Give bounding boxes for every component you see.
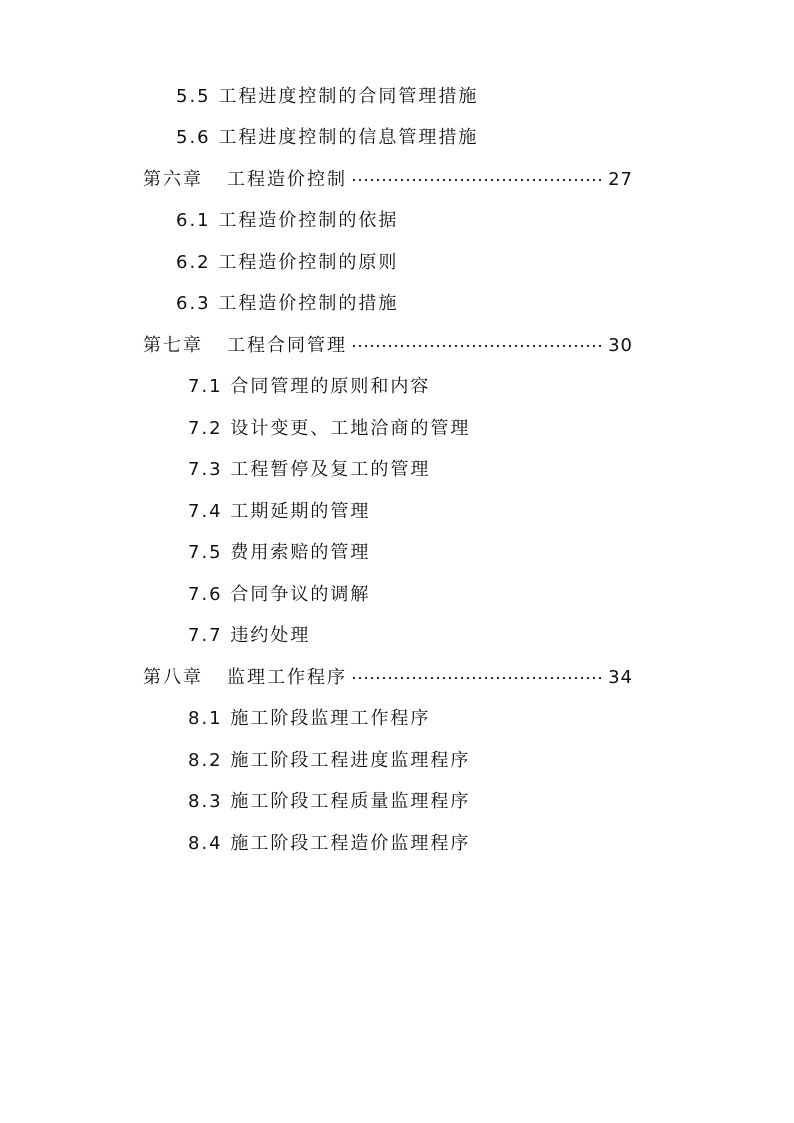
chapter-number: 第六章 (143, 169, 203, 190)
toc-chapter-7[interactable] (143, 331, 633, 361)
toc-section-8-4[interactable]: 8.4 施工阶段工程造价监理程序 (188, 833, 471, 854)
chapter-title: 工程合同管理 (227, 335, 347, 356)
toc-section-7-4[interactable]: 7.4 工期延期的管理 (188, 501, 371, 522)
page-number: 34 (608, 667, 633, 688)
page-number: 30 (608, 335, 633, 356)
toc-chapter-6[interactable] (143, 165, 633, 195)
chapter-number: 第七章 (143, 335, 203, 356)
chapter-title: 监理工作程序 (227, 667, 347, 688)
toc-chapter-8[interactable] (143, 663, 633, 693)
dot-leader (351, 663, 604, 693)
toc-section-7-1[interactable]: 7.1 合同管理的原则和内容 (188, 376, 431, 397)
toc-section-7-7[interactable]: 7.7 违约处理 (188, 625, 311, 646)
page-number: 27 (608, 169, 633, 190)
chapter-number: 第八章 (143, 667, 203, 688)
dot-leader (351, 331, 604, 361)
toc-section-5-5[interactable]: 5.5 工程进度控制的合同管理措施 (176, 86, 479, 107)
toc-section-5-6[interactable]: 5.6 工程进度控制的信息管理措施 (176, 127, 479, 148)
toc-section-7-3[interactable]: 7.3 工程暂停及复工的管理 (188, 459, 431, 480)
toc-section-8-3[interactable]: 8.3 施工阶段工程质量监理程序 (188, 791, 471, 812)
toc-section-6-1[interactable]: 6.1 工程造价控制的依据 (176, 210, 399, 231)
toc-section-7-2[interactable]: 7.2 设计变更、工地洽商的管理 (188, 418, 471, 439)
toc-section-6-3[interactable]: 6.3 工程造价控制的措施 (176, 293, 399, 314)
toc-section-7-5[interactable]: 7.5 费用索赔的管理 (188, 542, 371, 563)
toc-section-8-1[interactable]: 8.1 施工阶段监理工作程序 (188, 708, 431, 729)
toc-section-8-2[interactable]: 8.2 施工阶段工程进度监理程序 (188, 750, 471, 771)
chapter-title: 工程造价控制 (227, 169, 347, 190)
toc-section-7-6[interactable]: 7.6 合同争议的调解 (188, 584, 371, 605)
toc-section-6-2[interactable]: 6.2 工程造价控制的原则 (176, 252, 399, 273)
dot-leader (351, 165, 604, 195)
